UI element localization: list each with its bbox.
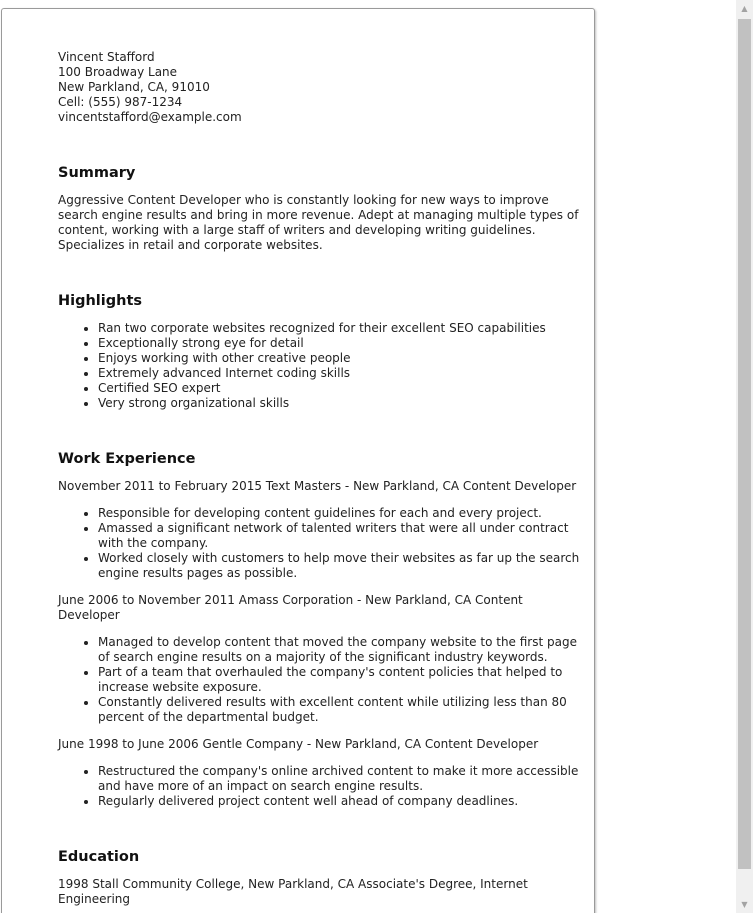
highlights-list xyxy=(58,321,583,411)
contact-cell: Cell: (555) 987-1234 xyxy=(58,95,183,109)
job-title: June 1998 to June 2006 Gentle Company - New Parkland, CA Content Developer xyxy=(58,737,539,751)
highlight-item: • Ran two corporate websites recognized for their excellent SEO capabilities xyxy=(98,321,583,336)
job-duties-list xyxy=(58,635,583,725)
job-duty: • Responsible for developing content guidelines for each and every project. xyxy=(98,506,583,521)
highlight-item: • Enjoys working with other creative people xyxy=(98,351,583,366)
job-duty: • Restructured the company's online archived content to make it more accessible and have more of an impact on search engine results. xyxy=(98,764,583,794)
highlight-item: • Certified SEO expert xyxy=(98,381,583,396)
job-duty: • Amassed a significant network of talented writers that were all under contract with the company. xyxy=(98,521,583,551)
job-duty: • Managed to develop content that moved the company website to the first page of search engine results on a majority of the significant industry keywords. xyxy=(98,635,583,665)
job-title: June 2006 to November 2011 Amass Corporation - New Parkland, CA Content Developer xyxy=(58,593,523,622)
contact-city: New Parkland, CA, 91010 xyxy=(58,80,210,94)
summary-heading: Summary xyxy=(58,165,136,181)
highlights-section xyxy=(58,292,583,411)
vertical-scrollbar[interactable] xyxy=(736,0,753,913)
job-duties-list xyxy=(58,764,583,809)
scrollbar-thumb[interactable] xyxy=(738,19,751,869)
highlights-heading: Highlights xyxy=(58,293,143,309)
contact-block xyxy=(58,50,583,125)
highlight-item: • Extremely advanced Internet coding skills xyxy=(98,366,583,381)
resume-page xyxy=(1,8,595,913)
summary-section xyxy=(58,164,583,253)
job-duty: • Worked closely with customers to help move their websites as far up the search engine results pages as possible. xyxy=(98,551,583,581)
job-duty: • Regularly delivered project content well ahead of company deadlines. xyxy=(98,794,583,809)
job-duty: • Constantly delivered results with excellent content while utilizing less than 80 percent of the departmental budget. xyxy=(98,695,583,725)
contact-address: 100 Broadway Lane xyxy=(58,65,178,79)
highlight-item: • Exceptionally strong eye for detail xyxy=(98,336,583,351)
education-heading: Education xyxy=(58,849,140,865)
arrow-down-icon[interactable]: ▼ xyxy=(741,900,748,909)
contact-email: vincentstafford@example.com xyxy=(58,110,242,124)
job-duties-list xyxy=(58,506,583,581)
summary-text: Aggressive Content Developer who is constantly looking for new ways to improve search engine results and bring in more revenue. Adept at managing multiple types of content, working with a large staff of writers and developing writing guidelines. Specializes in retail and corporate websites. xyxy=(58,193,579,252)
contact-name: Vincent Stafford xyxy=(58,50,155,64)
resume-content xyxy=(58,50,583,907)
highlight-item: • Very strong organizational skills xyxy=(98,396,583,411)
job-duty: • Part of a team that overhauled the company's content policies that helped to increase website exposure. xyxy=(98,665,583,695)
work-section xyxy=(58,450,583,809)
education-text: 1998 Stall Community College, New Parkland, CA Associate's Degree, Internet Engineering xyxy=(58,877,528,906)
work-heading: Work Experience xyxy=(58,451,196,467)
arrow-up-icon[interactable]: ▲ xyxy=(741,4,748,13)
job-title: November 2011 to February 2015 Text Masters - New Parkland, CA Content Developer xyxy=(58,479,577,493)
education-section xyxy=(58,848,583,907)
